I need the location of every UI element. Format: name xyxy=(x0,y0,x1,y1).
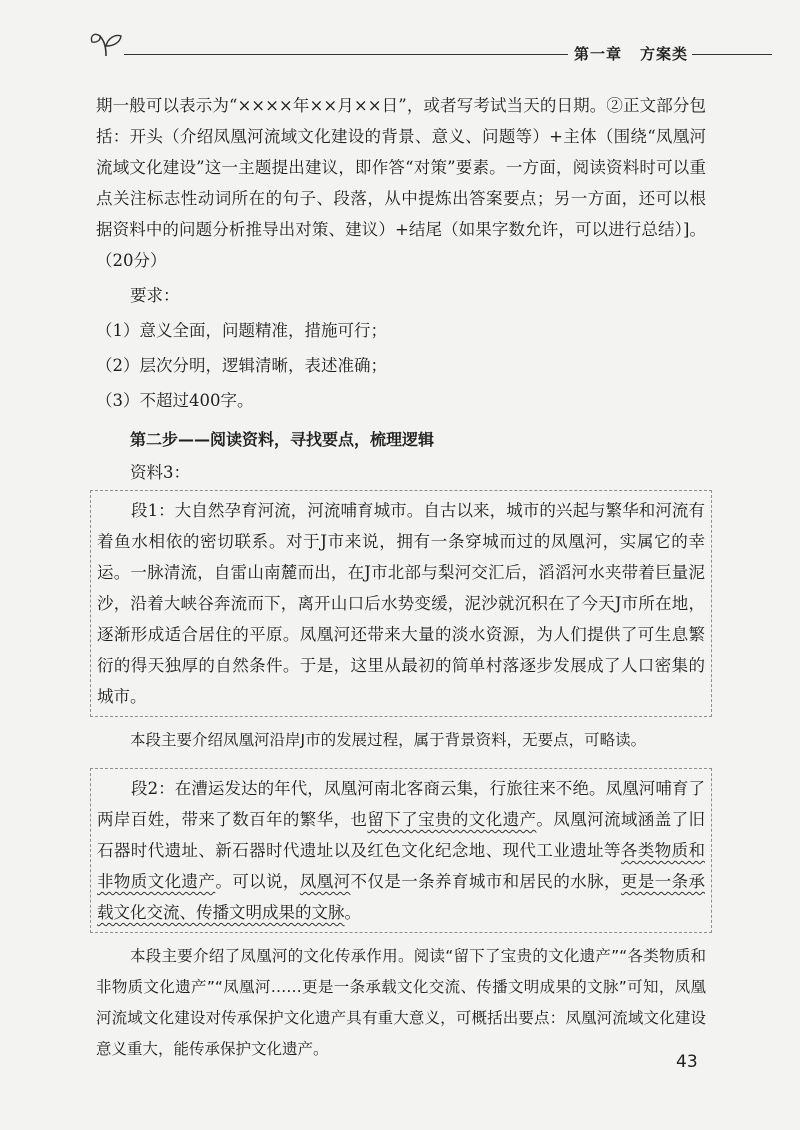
page-header xyxy=(0,0,800,70)
chapter-number: 第一章 xyxy=(574,45,623,63)
highlight-river-name: 凤凰河 xyxy=(299,872,351,891)
section-1-text: 段1：大自然孕育河流，河流哺育城市。自古以来，城市的兴起与繁华和河流有着鱼水相依的密切联系。对于J市来说，拥有一条穿城而过的凤凰河，实属它的幸运。一脉清流，自雷山南麓而出，在J市北部与梨河交汇后，滔滔河水夹带着巨量泥沙，沿着大峡谷奔流而下，离开山口后水势变缓，泥沙就沉积在了今天J市所在地，逐渐形成适合居住的平原。凤凰河还带来大量的淡水资源，为人们提供了可生息繁衍的得天独厚的自然条件。于是，这里从最初的简单村落逐步发展成了人口密集的城市。 xyxy=(97,501,705,706)
header-rule-left xyxy=(124,54,568,55)
requirement-item: （2）层次分明，逻辑清晰，表述准确； xyxy=(96,356,387,375)
section-2-text xyxy=(97,773,705,928)
leaf-icon xyxy=(88,28,124,58)
requirement-item: （3）不超过400字。 xyxy=(96,391,254,410)
chapter-section: 方案类 xyxy=(640,45,689,63)
highlight-heritage-types: 各类物质和非物质文化遗产 xyxy=(97,841,706,891)
section-2-part: 。凤凰河流域涵盖了旧石器时代遗址、新石器时代遗址以及红色文化纪念地、现代工业遗址等 xyxy=(97,810,706,860)
highlight-cultural-heritage: 留下了宝贵的文化遗产 xyxy=(367,810,537,829)
highlight-cultural-vein: 更是一条承载文化交流、传播文明成果的文脉 xyxy=(97,872,706,922)
intro-paragraph: 期一般可以表示为“××××年××月××日”，或者写考试当天的日期。②正文部分包括：开头（介绍凤凰河流域文化建设的背景、意义、问题等）+主体（围绕“凤凰河流域文化建设”这一主题提出建议，即作答“对策”要素。一方面，阅读资料时可以重点关注标志性动词所在的句子、段落，从中提炼出答案要点；另一方面，还可以根据资料中的问题分析推导出对策、建议）+结尾（如果字数允许，可以进行总结）]。（20分） xyxy=(96,96,706,270)
requirements-label: 要求： xyxy=(130,286,180,305)
requirement-item: （1）意义全面，问题精准，措施可行； xyxy=(96,321,387,340)
section-2-part: 。可以说， xyxy=(215,872,300,891)
material-label: 资料3： xyxy=(130,463,190,482)
chapter-heading xyxy=(574,43,688,64)
section-2-part: 。 xyxy=(344,903,361,922)
analysis-1: 本段主要介绍凤凰河沿岸J市的发展过程，属于背景资料，无要点，可略读。 xyxy=(130,731,647,749)
step-title: 第二步——阅读资料，寻找要点，梳理逻辑 xyxy=(130,430,435,449)
section-1-box xyxy=(90,490,712,717)
section-2-box xyxy=(90,768,712,933)
section-2-part: 不仅是一条养育城市和居民的水脉， xyxy=(350,872,621,891)
page-number: 43 xyxy=(676,1052,698,1072)
header-rule-right xyxy=(692,54,772,55)
section-2-part: 段2：在漕运发达的年代，凤凰河南北客商云集，行旅往来不绝。凤凰河哺育了两岸百姓，带来了数百年的繁华，也 xyxy=(97,779,705,829)
page-content xyxy=(96,90,706,1065)
analysis-2: 本段主要介绍了凤凰河的文化传承作用。阅读“留下了宝贵的文化遗产”“各类物质和非物质文化遗产”“凤凰河……更是一条承载文化交流、传播文明成果的文脉”可知，凤凰河流域文化建设对传承保护文化遗产具有重大意义，可概括出要点：凤凰河流域文化建设意义重大，能传承保护文化遗产。 xyxy=(96,947,706,1058)
